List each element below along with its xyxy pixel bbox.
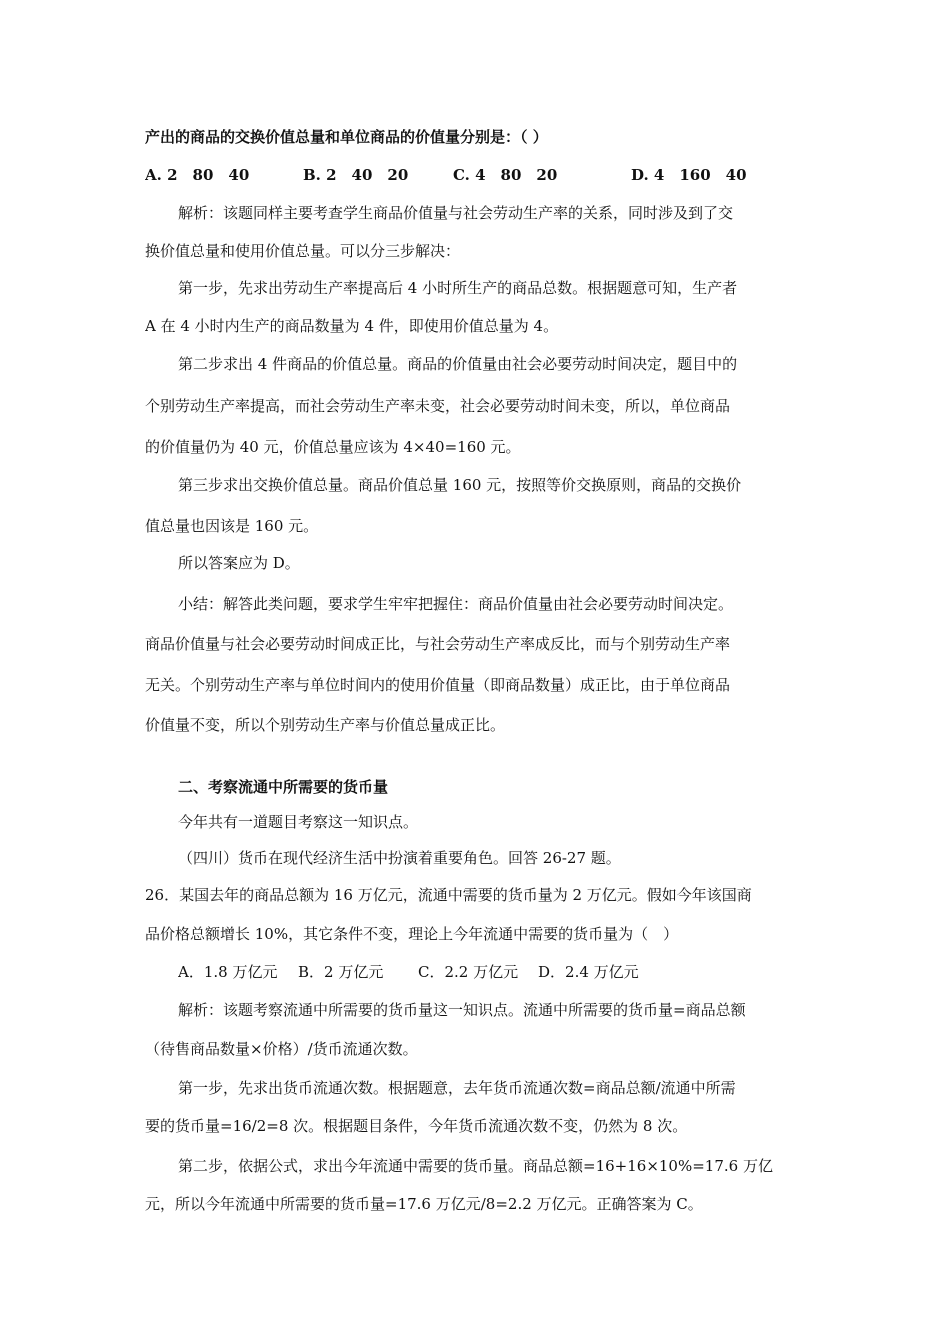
option-d: D. 4 160 40: [631, 166, 747, 184]
question-26: 26．某国去年的商品总额为 16 万亿元，流通中需要的货币量为 2 万亿元。假如今年该国商: [145, 886, 752, 904]
step-one-paragraph: 第一步，先求出劳动生产率提高后 4 小时所生产的商品总数。根据题意可知，生产者: [178, 279, 738, 297]
question-stem: 产出的商品的交换价值总量和单位商品的价值量分别是：（ ）: [145, 128, 548, 146]
summary-paragraph: 商品价值量与社会必要劳动时间成正比，与社会劳动生产率成反比，而与个别劳动生产率: [145, 635, 731, 653]
step-two-paragraph: 个别劳动生产率提高，而社会劳动生产率未变，社会必要劳动时间未变，所以，单位商品: [145, 397, 731, 415]
step-three-paragraph: 第三步求出交换价值总量。商品价值总量 160 元，按照等价交换原则，商品的交换价: [178, 476, 742, 494]
option-a: A．1.8 万亿元: [178, 963, 278, 981]
summary-paragraph: 小结：解答此类问题，要求学生牢牢把握住：商品价值量由社会必要劳动时间决定。: [178, 595, 734, 613]
option-d: D．2.4 万亿元: [538, 963, 639, 981]
analysis-paragraph: 换价值总量和使用价值总量。可以分三步解决：: [145, 242, 461, 260]
analysis-paragraph: 解析：该题考察流通中所需要的货币量这一知识点。流通中所需要的货币量=商品总额: [178, 1001, 746, 1019]
step-two-paragraph: 元，所以今年流通中所需要的货币量=17.6 万亿元/8=2.2 万亿元。正确答案为 C。: [145, 1195, 703, 1213]
step-three-paragraph: 值总量也因该是 160 元。: [145, 517, 319, 535]
summary-paragraph: 价值量不变，所以个别劳动生产率与价值总量成正比。: [145, 716, 506, 734]
step-one-paragraph: 要的货币量=16/2=8 次。根据题目条件，今年货币流通次数不变，仍然为 8 次。: [145, 1117, 688, 1135]
question-26: 品价格总额增长 10%，其它条件不变，理论上今年流通中需要的货币量为（ ）: [145, 925, 679, 943]
step-one-paragraph: A 在 4 小时内生产的商品数量为 4 件，即使用价值总量为 4。: [145, 317, 559, 335]
section-intro: 今年共有一道题目考察这一知识点。: [178, 813, 419, 831]
analysis-paragraph: 解析：该题同样主要考查学生商品价值量与社会劳动生产率的关系，同时涉及到了交: [178, 204, 734, 222]
step-two-paragraph: 第二步，依据公式，求出今年流通中需要的货币量。商品总额=16+16×10%=17.6 万亿: [178, 1157, 773, 1175]
step-two-paragraph: 的价值量仍为 40 元，价值总量应该为 4×40=160 元。: [145, 438, 521, 456]
step-one-paragraph: 第一步，先求出货币流通次数。根据题意，去年货币流通次数=商品总额/流通中所需: [178, 1079, 736, 1097]
step-two-paragraph: 第二步求出 4 件商品的价值总量。商品的价值量由社会必要劳动时间决定，题目中的: [178, 355, 738, 373]
option-b: B．2 万亿元: [298, 963, 384, 981]
analysis-paragraph: （待售商品数量×价格）/货币流通次数。: [145, 1040, 418, 1058]
option-c: C. 4 80 20: [453, 166, 558, 184]
option-c: C．2.2 万亿元: [418, 963, 519, 981]
question-26-options: [178, 962, 810, 982]
option-b: B. 2 40 20: [303, 166, 409, 184]
answer-line: 所以答案应为 D。: [178, 554, 300, 572]
question-source: （四川）货币在现代经济生活中扮演着重要角色。回答 26-27 题。: [178, 849, 621, 867]
summary-paragraph: 无关。个别劳动生产率与单位时间内的使用价值量（即商品数量）成正比，由于单位商品: [145, 676, 731, 694]
section-heading: 二、考察流通中所需要的货币量: [178, 778, 389, 796]
question-options: [145, 165, 810, 185]
option-a: A. 2 80 40: [145, 166, 250, 184]
